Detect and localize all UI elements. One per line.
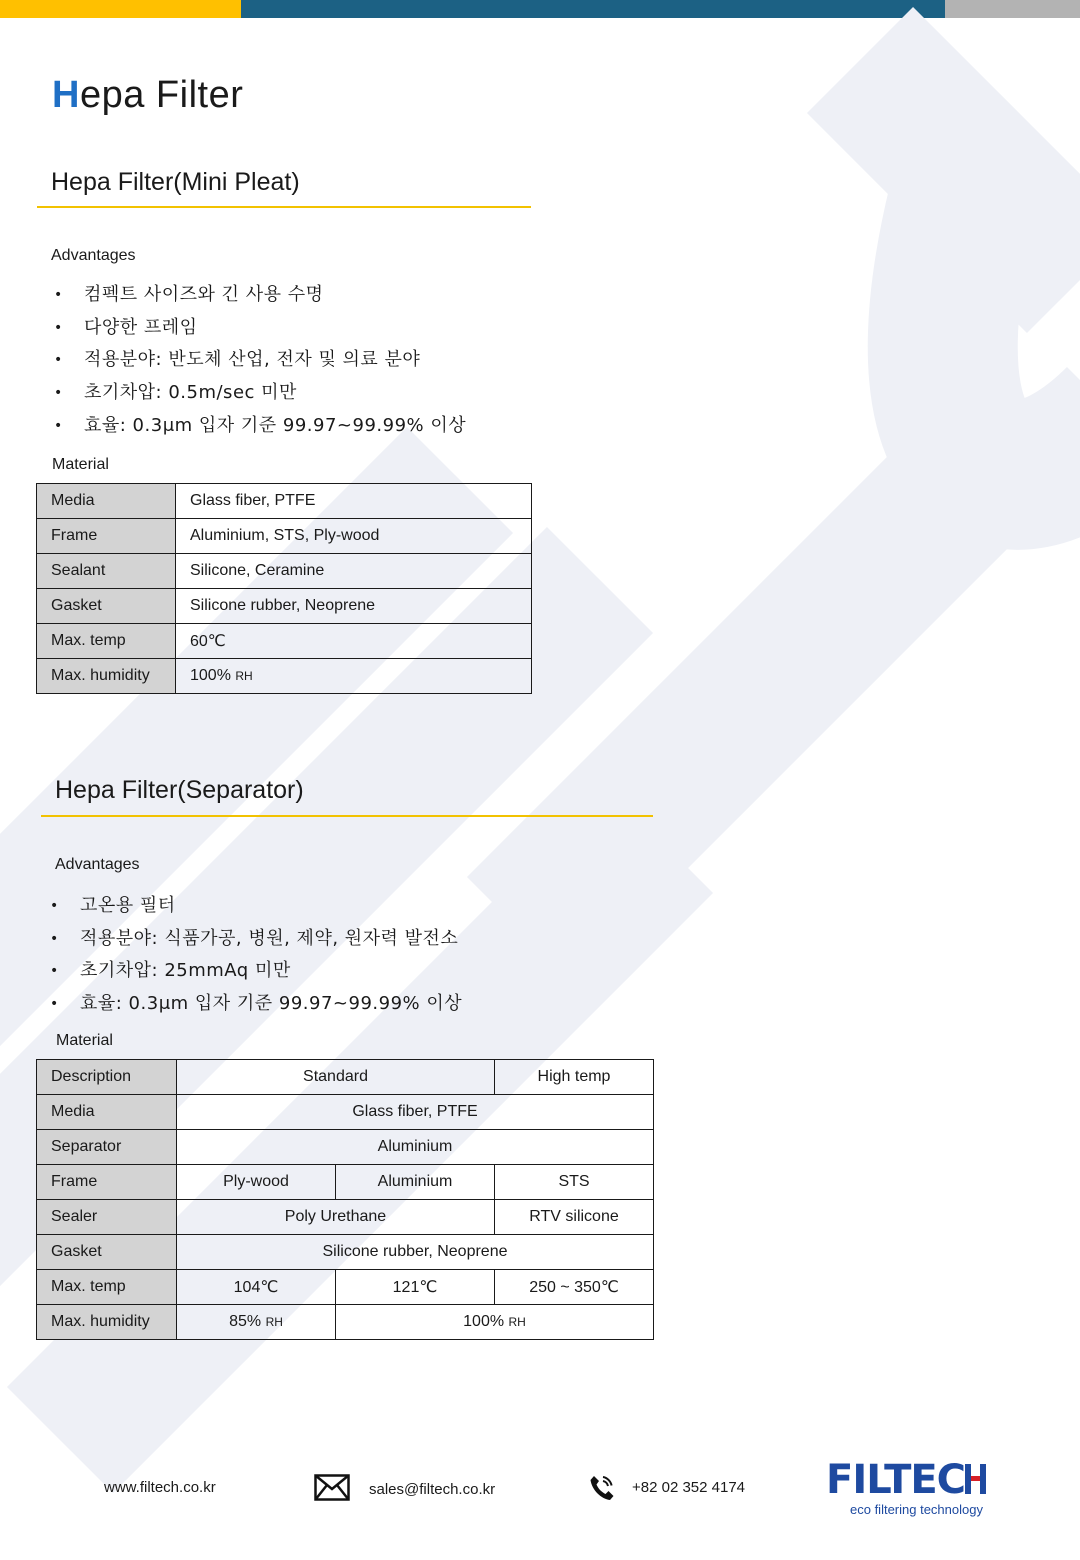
section-divider: [37, 206, 531, 208]
table-row: Description Standard High temp: [37, 1060, 654, 1095]
page-title: [52, 74, 243, 117]
table-row: Media Glass fiber, PTFE: [37, 484, 532, 519]
table-row: Sealer Poly Urethane RTV silicone: [37, 1200, 654, 1235]
advantages-list: [50, 893, 462, 1024]
section-title-separator: Hepa Filter(Separator): [55, 776, 304, 804]
list-item: • 컴펙트 사이즈와 긴 사용 수명: [54, 284, 324, 305]
list-item: • 초기차압: 0.5m/sec 미만: [54, 382, 297, 404]
advantages-list: [54, 282, 466, 445]
table-row: Max. temp 104℃ 121℃ 250 ~ 350℃: [37, 1270, 654, 1305]
filtech-logo: [826, 1457, 1008, 1518]
section-title-mini-pleat: Hepa Filter(Mini Pleat): [51, 168, 300, 196]
envelope-icon: [314, 1474, 350, 1501]
table-row: Frame Aluminium, STS, Ply-wood: [37, 519, 532, 554]
table-row: Sealant Silicone, Ceramine: [37, 554, 532, 589]
list-item: • 고온용 필터: [50, 895, 176, 916]
list-item: • 다양한 프레임: [54, 316, 198, 338]
table-row: Media Glass fiber, PTFE: [37, 1095, 654, 1130]
list-item: • 효율: 0.3μm 입자 기준 99.97~99.99% 이상: [50, 993, 463, 1015]
table-row: Gasket Silicone rubber, Neoprene: [37, 1235, 654, 1270]
logo-wordmark: FILTEC: [826, 1457, 966, 1503]
table-row: Max. humidity 85% RH 100% RH: [37, 1305, 654, 1340]
phone-number[interactable]: +82 02 352 4174: [632, 1479, 746, 1496]
logo-h-mark: [965, 1462, 987, 1496]
section-divider: [41, 815, 653, 817]
page-title-initial: H: [52, 74, 80, 116]
page-title-rest: epa Filter: [79, 74, 244, 116]
material-label: Material: [56, 1032, 113, 1049]
list-item: • 적용분야: 식품가공, 병원, 제약, 원자력 발전소: [50, 927, 459, 949]
material-table-separator: [36, 1059, 654, 1340]
list-item: • 초기차압: 25mmAq 미만: [50, 960, 291, 982]
website-link[interactable]: www.filtech.co.kr: [104, 1479, 216, 1496]
material-table-mini-pleat: [36, 483, 532, 694]
material-label: Material: [52, 456, 109, 473]
list-item: • 적용분야: 반도체 산업, 전자 및 의료 분야: [54, 349, 421, 371]
table-row: Max. humidity 100% RH: [37, 659, 532, 694]
advantages-label: Advantages: [51, 247, 136, 264]
table-row: Max. temp 60℃: [37, 624, 532, 659]
table-row: Gasket Silicone rubber, Neoprene: [37, 589, 532, 624]
advantages-label: Advantages: [55, 856, 140, 873]
email-link[interactable]: sales@filtech.co.kr: [369, 1481, 496, 1498]
table-row: Separator Aluminium: [37, 1130, 654, 1165]
logo-tagline: eco filtering technology: [850, 1502, 983, 1517]
phone-icon: [589, 1474, 615, 1502]
list-item: • 효율: 0.3μm 입자 기준 99.97~99.99% 이상: [54, 414, 467, 436]
table-row: Frame Ply-wood Aluminium STS: [37, 1165, 654, 1200]
